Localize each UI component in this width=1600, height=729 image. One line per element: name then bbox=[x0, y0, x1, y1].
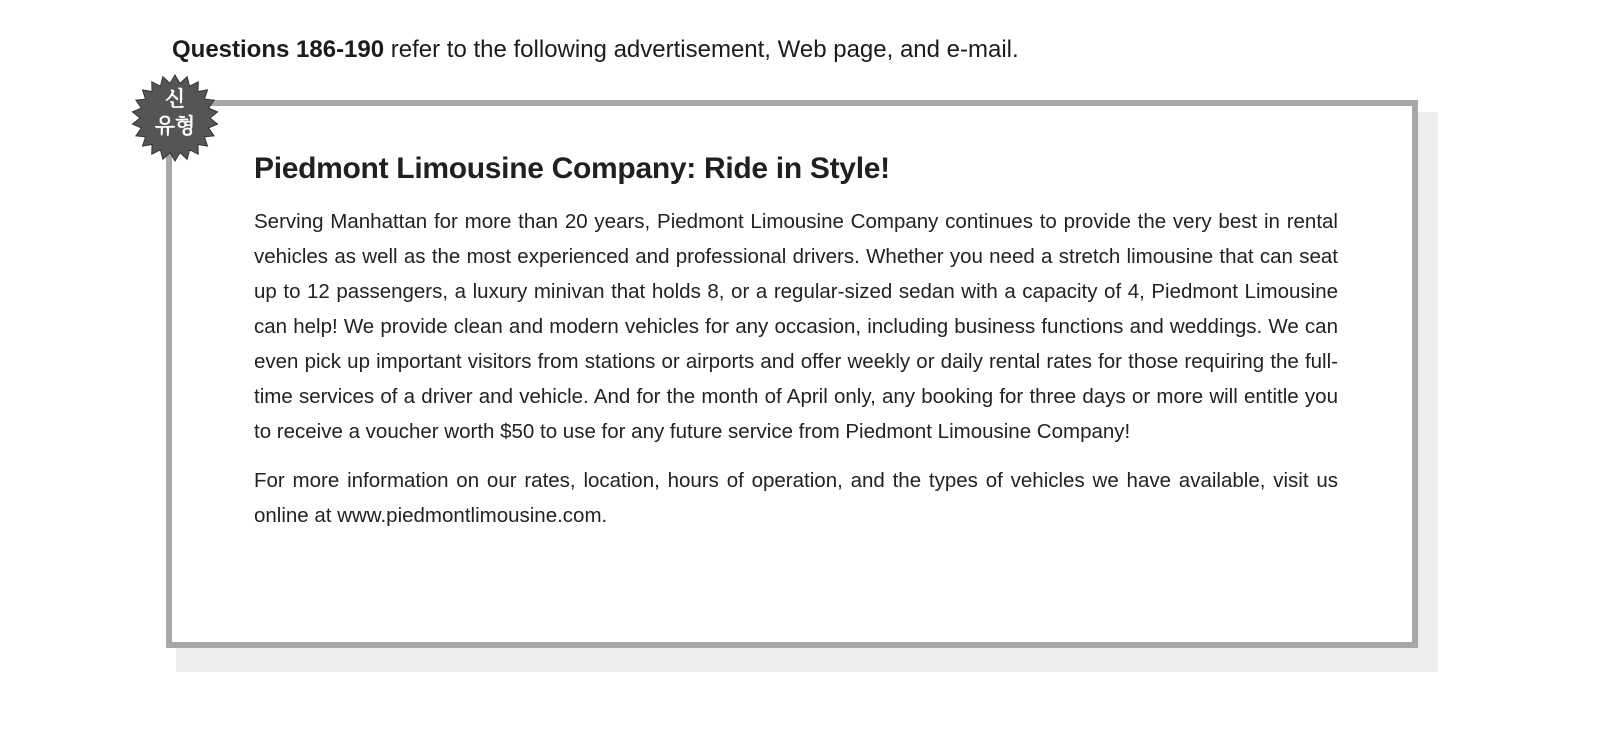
question-header bbox=[172, 36, 1019, 64]
advertisement-paragraph-1: Serving Manhattan for more than 20 years, Piedmont Limousine Company continues to provide the very best in rental vehicles as well as the most experienced and professional drivers. Whether you need a stretch limousine that can seat up to 12 passengers, a luxury minivan that holds 8, or a regular-sized sedan with a capacity of 4, Piedmont Limousine can help! We provide clean and modern vehicles for any occasion, including business functions and weddings. We can even pick up important visitors from stations or airports and offer weekly or daily rental rates for those requiring the full-time services of a driver and vehicle. And for the month of April only, any booking for three days or more will entitle you to receive a voucher worth $50 to use for any future service from Piedmont Limousine Company! bbox=[254, 210, 1338, 443]
advertisement-title: Piedmont Limousine Company: Ride in Style! bbox=[254, 152, 890, 185]
question-instruction: refer to the following advertisement, Web page, and e-mail. bbox=[390, 36, 1019, 63]
badge-label bbox=[131, 86, 219, 140]
badge-line-2: 유형 bbox=[154, 114, 196, 138]
badge-line-1: 신 bbox=[164, 87, 186, 111]
advertisement-content bbox=[254, 152, 1338, 547]
advertisement-box bbox=[166, 100, 1418, 648]
new-type-badge bbox=[131, 74, 219, 162]
question-range: Questions 186-190 bbox=[172, 36, 385, 63]
advertisement-paragraph-2: For more information on our rates, location, hours of operation, and the types of vehicles we have available, visit us online at www.piedmontlimousine.com. bbox=[254, 469, 1338, 527]
